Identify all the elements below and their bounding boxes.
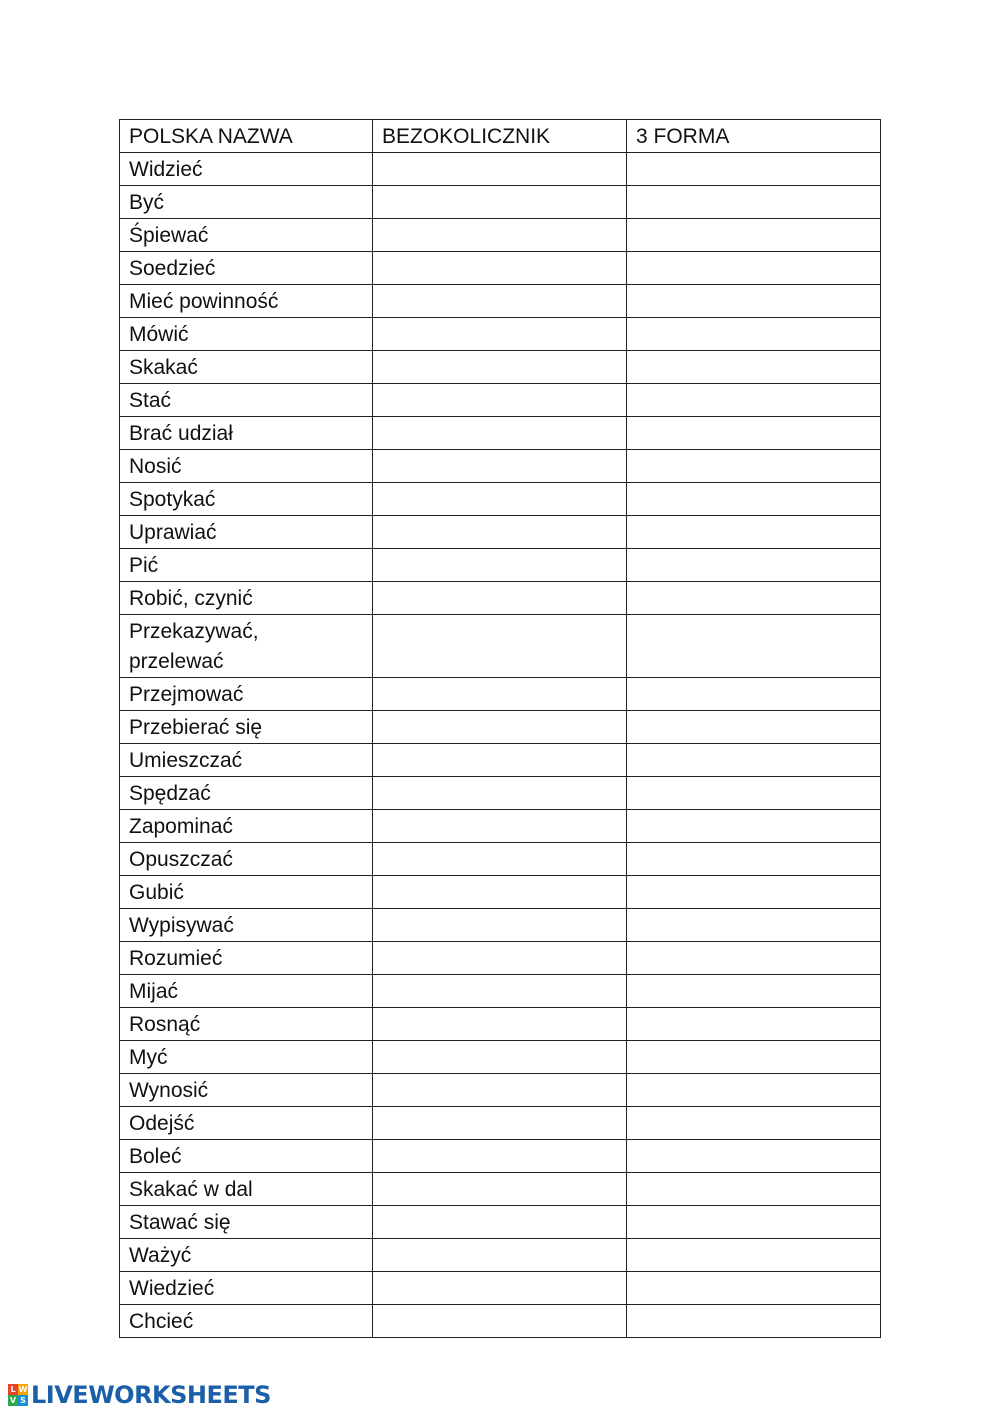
logo-mark-letter: W xyxy=(18,1385,28,1394)
third-form-answer-cell[interactable] xyxy=(627,450,881,483)
polish-name-cell: Uprawiać xyxy=(120,516,373,549)
polish-name-cell: Mówić xyxy=(120,318,373,351)
polish-name-cell: Ważyć xyxy=(120,1239,373,1272)
third-form-answer-cell[interactable] xyxy=(627,777,881,810)
third-form-answer-cell[interactable] xyxy=(627,810,881,843)
polish-name-cell: Nosić xyxy=(120,450,373,483)
polish-name-cell: Wynosić xyxy=(120,1074,373,1107)
table-row xyxy=(120,711,881,744)
third-form-answer-cell[interactable] xyxy=(627,318,881,351)
table-row xyxy=(120,876,881,909)
table-row xyxy=(120,417,881,450)
third-form-answer-cell[interactable] xyxy=(627,1239,881,1272)
infinitive-answer-cell[interactable] xyxy=(373,1272,627,1305)
infinitive-answer-cell[interactable] xyxy=(373,1041,627,1074)
third-form-answer-cell[interactable] xyxy=(627,975,881,1008)
table-row xyxy=(120,1239,881,1272)
infinitive-answer-cell[interactable] xyxy=(373,285,627,318)
header-polish-name: POLSKA NAZWA xyxy=(120,120,373,153)
infinitive-answer-cell[interactable] xyxy=(373,1206,627,1239)
polish-name-cell: Spędzać xyxy=(120,777,373,810)
polish-name-cell: Brać udział xyxy=(120,417,373,450)
polish-name-cell: Skakać w dal xyxy=(120,1173,373,1206)
third-form-answer-cell[interactable] xyxy=(627,384,881,417)
table-body xyxy=(120,120,881,1338)
infinitive-answer-cell[interactable] xyxy=(373,810,627,843)
infinitive-answer-cell[interactable] xyxy=(373,1074,627,1107)
table-row xyxy=(120,1107,881,1140)
polish-name-cell: Myć xyxy=(120,1041,373,1074)
third-form-answer-cell[interactable] xyxy=(627,1272,881,1305)
logo-mark-letter: V xyxy=(9,1396,17,1405)
polish-name-cell: Wypisywać xyxy=(120,909,373,942)
polish-name-cell: Chcieć xyxy=(120,1305,373,1338)
polish-name-cell: Śpiewać xyxy=(120,219,373,252)
table-row xyxy=(120,252,881,285)
polish-name-cell: Umieszczać xyxy=(120,744,373,777)
table-row xyxy=(120,615,881,678)
polish-name-cell: Gubić xyxy=(120,876,373,909)
table-header-row xyxy=(120,120,881,153)
table-row xyxy=(120,1173,881,1206)
third-form-answer-cell[interactable] xyxy=(627,1305,881,1338)
infinitive-answer-cell[interactable] xyxy=(373,1107,627,1140)
third-form-answer-cell[interactable] xyxy=(627,483,881,516)
infinitive-answer-cell[interactable] xyxy=(373,744,627,777)
polish-name-cell: Przekazywać, przelewać xyxy=(120,615,373,678)
infinitive-answer-cell[interactable] xyxy=(373,777,627,810)
third-form-answer-cell[interactable] xyxy=(627,285,881,318)
table-row xyxy=(120,549,881,582)
infinitive-answer-cell[interactable] xyxy=(373,384,627,417)
third-form-answer-cell[interactable] xyxy=(627,1041,881,1074)
table-row xyxy=(120,1206,881,1239)
infinitive-answer-cell[interactable] xyxy=(373,876,627,909)
infinitive-answer-cell[interactable] xyxy=(373,582,627,615)
polish-name-cell: Widzieć xyxy=(120,153,373,186)
third-form-answer-cell[interactable] xyxy=(627,549,881,582)
header-third-form: 3 FORMA xyxy=(627,120,881,153)
table-row xyxy=(120,777,881,810)
polish-name-cell: Być xyxy=(120,186,373,219)
infinitive-answer-cell[interactable] xyxy=(373,549,627,582)
infinitive-answer-cell[interactable] xyxy=(373,975,627,1008)
polish-name-cell: Zapominać xyxy=(120,810,373,843)
logo-text: LIVEWORKSHEETS xyxy=(31,1381,271,1409)
verb-forms-table xyxy=(119,119,881,1338)
polish-name-cell: Pić xyxy=(120,549,373,582)
polish-name-cell: Boleć xyxy=(120,1140,373,1173)
polish-name-cell: Robić, czynić xyxy=(120,582,373,615)
polish-name-cell: Soedzieć xyxy=(120,252,373,285)
table-row xyxy=(120,843,881,876)
infinitive-answer-cell[interactable] xyxy=(373,186,627,219)
polish-name-cell: Przebierać się xyxy=(120,711,373,744)
table-row xyxy=(120,450,881,483)
third-form-answer-cell[interactable] xyxy=(627,1206,881,1239)
third-form-answer-cell[interactable] xyxy=(627,711,881,744)
third-form-answer-cell[interactable] xyxy=(627,843,881,876)
third-form-answer-cell[interactable] xyxy=(627,909,881,942)
table-row xyxy=(120,219,881,252)
table-row xyxy=(120,678,881,711)
polish-name-cell: Wiedzieć xyxy=(120,1272,373,1305)
table-row xyxy=(120,285,881,318)
table-row xyxy=(120,1008,881,1041)
liveworksheets-logo-icon xyxy=(8,1384,28,1406)
polish-name-cell: Mijać xyxy=(120,975,373,1008)
infinitive-answer-cell[interactable] xyxy=(373,219,627,252)
infinitive-answer-cell[interactable] xyxy=(373,153,627,186)
third-form-answer-cell[interactable] xyxy=(627,1074,881,1107)
infinitive-answer-cell[interactable] xyxy=(373,252,627,285)
table-row xyxy=(120,351,881,384)
table-row xyxy=(120,1140,881,1173)
third-form-answer-cell[interactable] xyxy=(627,1140,881,1173)
table-row xyxy=(120,153,881,186)
third-form-answer-cell[interactable] xyxy=(627,351,881,384)
third-form-answer-cell[interactable] xyxy=(627,678,881,711)
infinitive-answer-cell[interactable] xyxy=(373,516,627,549)
table-row xyxy=(120,1305,881,1338)
third-form-answer-cell[interactable] xyxy=(627,744,881,777)
table-row xyxy=(120,186,881,219)
infinitive-answer-cell[interactable] xyxy=(373,417,627,450)
third-form-answer-cell[interactable] xyxy=(627,252,881,285)
infinitive-answer-cell[interactable] xyxy=(373,351,627,384)
infinitive-answer-cell[interactable] xyxy=(373,942,627,975)
third-form-answer-cell[interactable] xyxy=(627,516,881,549)
table-row xyxy=(120,1041,881,1074)
table-row xyxy=(120,744,881,777)
table-row xyxy=(120,810,881,843)
infinitive-answer-cell[interactable] xyxy=(373,318,627,351)
infinitive-answer-cell[interactable] xyxy=(373,1140,627,1173)
infinitive-answer-cell[interactable] xyxy=(373,1239,627,1272)
header-infinitive: BEZOKOLICZNIK xyxy=(373,120,627,153)
infinitive-answer-cell[interactable] xyxy=(373,1008,627,1041)
logo-mark-letter: L xyxy=(8,1384,18,1395)
polish-name-cell: Stać xyxy=(120,384,373,417)
polish-name-cell: Mieć powinność xyxy=(120,285,373,318)
polish-name-cell: Opuszczać xyxy=(120,843,373,876)
table-row xyxy=(120,975,881,1008)
infinitive-answer-cell[interactable] xyxy=(373,1173,627,1206)
infinitive-answer-cell[interactable] xyxy=(373,909,627,942)
third-form-answer-cell[interactable] xyxy=(627,876,881,909)
infinitive-answer-cell[interactable] xyxy=(373,711,627,744)
infinitive-answer-cell[interactable] xyxy=(373,1305,627,1338)
liveworksheets-logo xyxy=(8,1380,271,1410)
third-form-answer-cell[interactable] xyxy=(627,1008,881,1041)
table-row xyxy=(120,483,881,516)
polish-name-cell: Skakać xyxy=(120,351,373,384)
third-form-answer-cell[interactable] xyxy=(627,1173,881,1206)
third-form-answer-cell[interactable] xyxy=(627,186,881,219)
third-form-answer-cell[interactable] xyxy=(627,153,881,186)
polish-name-cell: Przejmować xyxy=(120,678,373,711)
table-row xyxy=(120,942,881,975)
polish-name-cell: Stawać się xyxy=(120,1206,373,1239)
infinitive-answer-cell[interactable] xyxy=(373,843,627,876)
table-row xyxy=(120,1074,881,1107)
logo-mark-letter: S xyxy=(18,1395,28,1406)
infinitive-answer-cell[interactable] xyxy=(373,483,627,516)
third-form-answer-cell[interactable] xyxy=(627,615,881,678)
polish-name-cell: Spotykać xyxy=(120,483,373,516)
polish-name-cell: Odejść xyxy=(120,1107,373,1140)
table-row xyxy=(120,1272,881,1305)
third-form-answer-cell[interactable] xyxy=(627,942,881,975)
third-form-answer-cell[interactable] xyxy=(627,582,881,615)
table-row xyxy=(120,582,881,615)
table-row xyxy=(120,516,881,549)
infinitive-answer-cell[interactable] xyxy=(373,678,627,711)
third-form-answer-cell[interactable] xyxy=(627,1107,881,1140)
table-row xyxy=(120,909,881,942)
infinitive-answer-cell[interactable] xyxy=(373,615,627,678)
polish-name-cell: Rosnąć xyxy=(120,1008,373,1041)
infinitive-answer-cell[interactable] xyxy=(373,450,627,483)
third-form-answer-cell[interactable] xyxy=(627,417,881,450)
table-row xyxy=(120,384,881,417)
third-form-answer-cell[interactable] xyxy=(627,219,881,252)
table-row xyxy=(120,318,881,351)
polish-name-cell: Rozumieć xyxy=(120,942,373,975)
